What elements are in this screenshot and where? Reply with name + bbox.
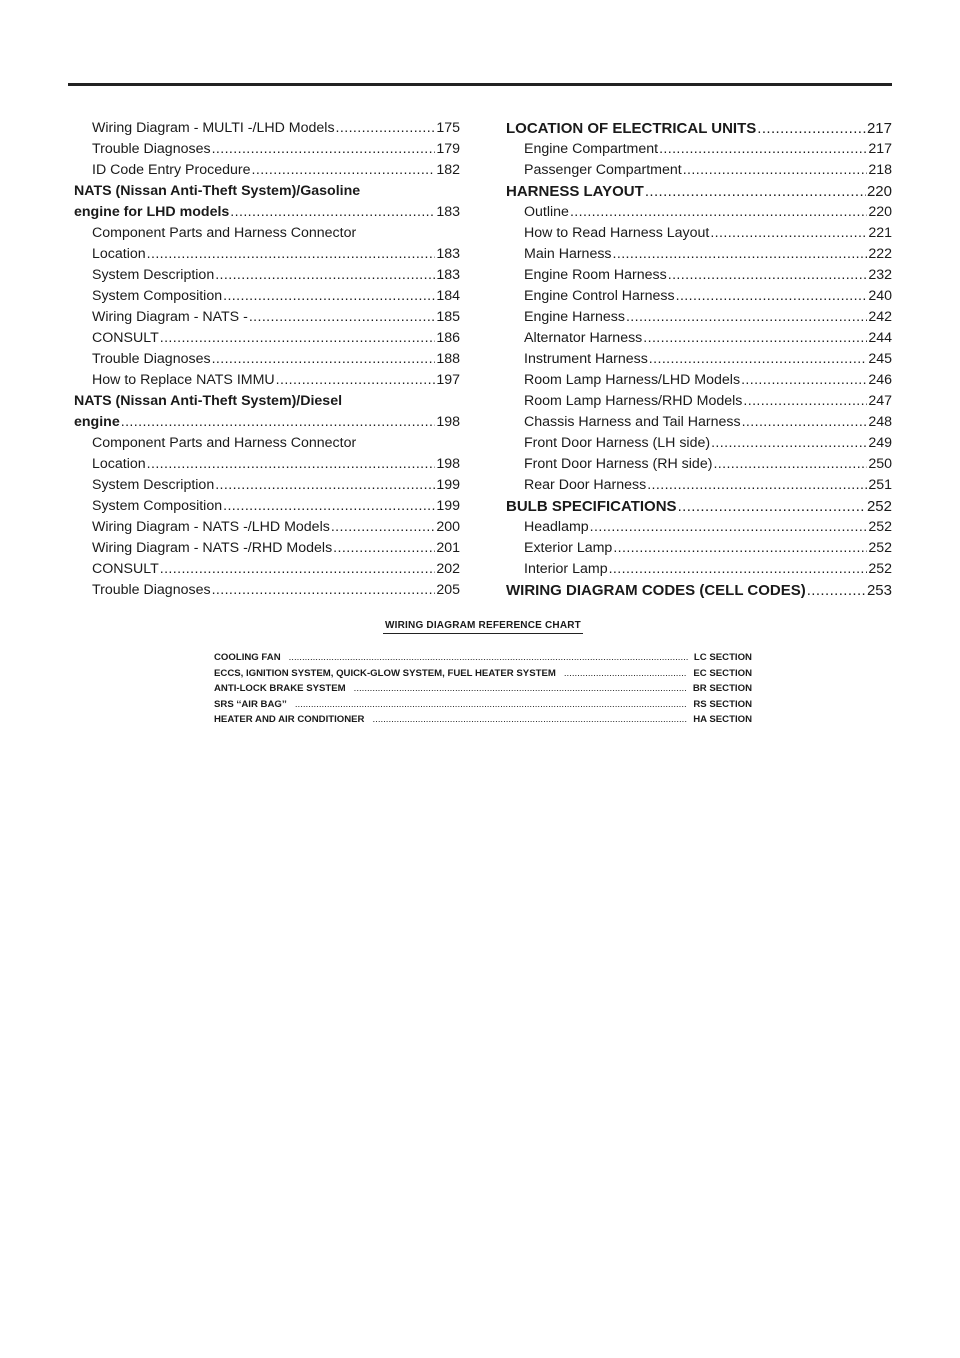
reference-section-code: HA SECTION [693,714,752,725]
toc-page-number: 202 [436,561,460,577]
reference-system-name: ANTI-LOCK BRAKE SYSTEM [214,683,346,694]
toc-page-number: 245 [868,351,892,367]
dot-leader [331,517,436,538]
toc-page-number: 252 [868,561,892,577]
toc-entry[interactable] [74,244,460,265]
toc-entry[interactable] [74,265,460,286]
toc-entry-line: NATS (Nissan Anti-Theft System)/Gasoline [74,183,361,199]
toc-page-number: 183 [436,267,460,283]
toc-entry-line: Component Parts and Harness Connector [92,435,357,451]
toc-entry[interactable] [506,580,892,601]
toc-page-number: 252 [866,498,892,515]
toc-page-number: 186 [436,330,460,346]
toc-entry[interactable] [74,349,460,370]
top-rule [68,83,892,86]
toc-entry[interactable] [506,517,892,538]
dot-leader [215,265,435,286]
toc-entry[interactable] [74,538,460,559]
toc-entry-title: Outline [524,204,569,220]
toc-page-number: 198 [436,456,460,472]
dot-leader [230,202,435,223]
toc-entry[interactable] [74,139,460,160]
reference-section-code: EC SECTION [693,667,752,679]
dot-leader [678,496,866,517]
toc-entry-title: System Description [92,477,215,493]
dot-leader [215,475,435,496]
dot-leader [613,538,867,559]
toc-page-number: 244 [868,330,892,346]
reference-system-name: HEATER AND AIR CONDITIONER [214,714,365,725]
toc-entry[interactable] [506,223,892,244]
toc-page-number: 199 [436,498,460,514]
dot-leader [570,202,867,223]
toc-entry[interactable] [506,307,892,328]
toc-entry-title: engine for LHD models [74,204,230,220]
toc-page-number: 184 [436,288,460,304]
toc-entry-line: NATS (Nissan Anti-Theft System)/Diesel [74,393,343,409]
toc-entry-title: Trouble Diagnoses [92,141,211,157]
reference-chart-row [214,712,752,728]
toc-entry-title: Location [92,246,146,262]
toc-entry-title: Engine Room Harness [524,267,667,283]
toc-page-number: 217 [866,120,892,137]
toc-left-column [74,118,460,601]
toc-entry[interactable] [506,244,892,265]
dot-leader [249,307,436,328]
toc-entry-title: Wiring Diagram - NATS -/LHD Models [92,519,330,535]
toc-entry-title: Main Harness [524,246,612,262]
reference-chart-row [214,697,752,713]
dot-leader [590,517,868,538]
reference-system-name: COOLING FAN [214,652,281,663]
toc-entry[interactable] [506,265,892,286]
toc-entry-title: How to Read Harness Layout [524,225,710,241]
toc-page-number: 249 [868,435,892,451]
toc-entry[interactable] [506,139,892,160]
toc-entry-title: Room Lamp Harness/RHD Models [524,393,743,409]
toc-entry[interactable] [506,202,892,223]
dot-leader [160,328,436,349]
toc-entry-title: Wiring Diagram - NATS - [92,309,248,325]
dot-leader [668,265,868,286]
toc-page-number: 221 [868,225,892,241]
dot-leader [609,559,868,580]
toc-entry-title: Engine Compartment [524,141,659,157]
toc-page-number: 183 [436,246,460,262]
toc-entry[interactable] [506,286,892,307]
toc-entry[interactable] [506,118,892,139]
toc-entry-title: Rear Door Harness [524,477,647,493]
reference-section-code: BR SECTION [692,683,752,694]
toc-entry[interactable] [74,454,460,475]
toc-entry[interactable] [506,454,892,475]
toc-entry[interactable] [506,181,892,202]
dot-leader [276,370,436,391]
toc-entry-title: Wiring Diagram - MULTI -/LHD Models [92,120,335,136]
dot-leader [354,681,687,697]
toc-entry[interactable] [74,412,460,433]
dot-leader [336,118,436,139]
toc-entry[interactable] [74,475,460,496]
toc-page-number: 182 [436,162,460,178]
toc-entry[interactable] [506,349,892,370]
toc-entry-title: Exterior Lamp [524,540,613,556]
toc-entry[interactable] [506,538,892,559]
dot-leader [643,328,867,349]
dot-leader [741,370,867,391]
toc-entry-title: Trouble Diagnoses [92,351,211,367]
reference-chart-rows [214,650,752,728]
toc-page-number: 220 [866,183,892,200]
toc-entry-title: Engine Harness [524,309,625,325]
toc-page-number: 217 [868,141,892,157]
toc-right-column [506,118,892,601]
toc-page-number: 220 [868,204,892,220]
dot-leader [645,181,866,202]
dot-leader [564,666,688,682]
toc-page-number: 222 [868,246,892,262]
dot-leader [743,391,867,412]
toc-entry-title: Headlamp [524,519,589,535]
toc-entry-title: Engine Control Harness [524,288,675,304]
toc-entry-title: LOCATION OF ELECTRICAL UNITS [506,120,757,137]
toc-entry[interactable] [506,433,892,454]
dot-leader [223,496,435,517]
dot-leader [289,650,688,666]
toc-page-number: 199 [436,477,460,493]
toc-entry[interactable] [506,391,892,412]
dot-leader [252,160,436,181]
toc-entry[interactable] [74,202,460,223]
toc-page-number: 179 [436,141,460,157]
toc-page-number: 246 [868,372,892,388]
dot-leader [649,349,868,370]
dot-leader [147,244,436,265]
toc-entry-title: Room Lamp Harness/LHD Models [524,372,741,388]
dot-leader [613,244,868,265]
toc-entry[interactable] [506,370,892,391]
toc-page-number: 252 [868,519,892,535]
toc-entry[interactable] [74,517,460,538]
dot-leader [647,475,867,496]
toc-entry[interactable] [506,496,892,517]
toc-page-number: 183 [436,204,460,220]
toc-entry[interactable] [74,496,460,517]
toc-page-number: 252 [868,540,892,556]
toc-entry[interactable] [74,328,460,349]
toc-page-number: 175 [436,120,460,136]
reference-chart-row [214,666,752,682]
toc-page-number: 250 [868,456,892,472]
toc-entry-title: System Description [92,267,215,283]
toc-entry-line: Component Parts and Harness Connector [92,225,357,241]
toc-entry[interactable] [506,559,892,580]
toc-entry-title: Trouble Diagnoses [92,582,211,598]
toc-page-number: 185 [436,309,460,325]
toc-page-number: 253 [866,582,892,599]
dot-leader [713,454,867,475]
dot-leader [676,286,868,307]
dot-leader [212,580,436,601]
toc-page-number: 247 [868,393,892,409]
toc-page-number: 240 [868,288,892,304]
toc-entry-title: Wiring Diagram - NATS -/RHD Models [92,540,333,556]
dot-leader [333,538,435,559]
dot-leader [807,580,866,601]
toc-entry-title: System Composition [92,498,223,514]
dot-leader [659,139,867,160]
toc-entry[interactable] [506,160,892,181]
toc-page-number: 242 [868,309,892,325]
toc-entry-title: WIRING DIAGRAM CODES (CELL CODES) [506,582,806,599]
toc-page-number: 251 [868,477,892,493]
dot-leader [711,433,867,454]
toc-entry-title: HARNESS LAYOUT [506,183,644,200]
dot-leader [295,697,688,713]
dot-leader [160,559,436,580]
reference-system-name: SRS ‘‘AIR BAG’’ [214,698,287,710]
toc-page-number: 200 [436,519,460,535]
toc-entry-title: CONSULT [92,561,159,577]
toc-page-number: 197 [436,372,460,388]
dot-leader [121,412,436,433]
dot-leader [372,712,687,728]
dot-leader [742,412,868,433]
dot-leader [147,454,436,475]
toc-entry-title: Chassis Harness and Tail Harness [524,414,741,430]
toc-entry-title: Interior Lamp [524,561,608,577]
toc-entry[interactable] [74,160,460,181]
toc-entry-title: Front Door Harness (RH side) [524,456,713,472]
toc-page-number: 218 [868,162,892,178]
toc-page-number: 205 [436,582,460,598]
toc-entry[interactable] [74,118,460,139]
dot-leader [757,118,866,139]
toc-page-number: 201 [436,540,460,556]
dot-leader [212,349,436,370]
dot-leader [212,139,436,160]
toc-entry[interactable] [74,580,460,601]
reference-chart-row [214,681,752,697]
toc-page-number: 232 [868,267,892,283]
toc-entry-title: Front Door Harness (LH side) [524,435,711,451]
toc-entry[interactable] [506,475,892,496]
reference-section-code: RS SECTION [693,698,752,710]
toc-entry[interactable] [74,559,460,580]
reference-system-name: ECCS, IGNITION SYSTEM, QUICK-GLOW SYSTEM, FUEL HEATER SYSTEM [214,667,556,679]
toc-entry-title: Location [92,456,146,472]
toc-entry-title: System Composition [92,288,223,304]
toc-entry[interactable] [74,286,460,307]
toc-page-number: 188 [436,351,460,367]
toc-entry-title: ID Code Entry Procedure [92,162,251,178]
dot-leader [683,160,868,181]
toc-entry-title: Passenger Compartment [524,162,682,178]
toc-entry-title: How to Replace NATS IMMU [92,372,275,388]
toc-entry-title: engine [74,414,120,430]
toc-page-number: 248 [868,414,892,430]
toc-entry[interactable] [74,370,460,391]
reference-chart-row [214,650,752,666]
reference-chart-title: WIRING DIAGRAM REFERENCE CHART [214,620,752,634]
toc-entry-title: CONSULT [92,330,159,346]
dot-leader [710,223,867,244]
dot-leader [626,307,867,328]
toc-entry-title: Instrument Harness [524,351,648,367]
wiring-diagram-reference-chart [214,620,752,728]
toc-entry[interactable] [74,307,460,328]
reference-section-code: LC SECTION [693,652,752,663]
toc-entry[interactable] [506,412,892,433]
dot-leader [223,286,435,307]
toc-page-number: 198 [436,414,460,430]
toc-entry[interactable] [506,328,892,349]
toc-entry-title: Alternator Harness [524,330,643,346]
toc-entry-title: BULB SPECIFICATIONS [506,498,677,515]
